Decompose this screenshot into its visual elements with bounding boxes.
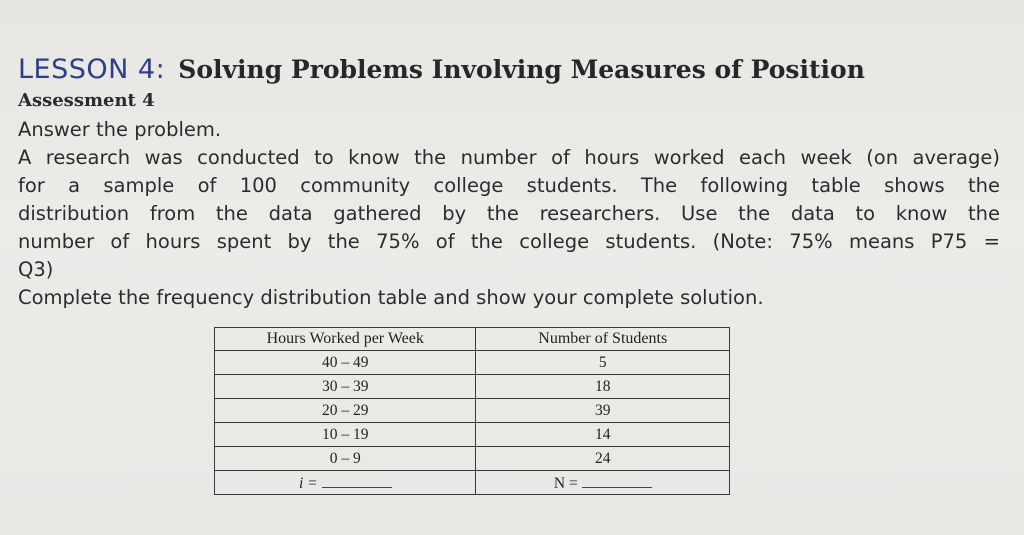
- problem-line-2: [18, 174, 1000, 197]
- header-students: Number of Students: [476, 328, 730, 351]
- cell-students: 5: [476, 351, 730, 375]
- header-hours: Hours Worked per Week: [215, 328, 476, 351]
- class-width-cell: [215, 471, 476, 495]
- cell-students: 24: [476, 447, 730, 471]
- total-blank: [582, 473, 652, 488]
- lesson-heading: [18, 54, 865, 85]
- cell-hours: 0 – 9: [215, 447, 476, 471]
- assessment-heading: Assessment 4: [18, 90, 155, 111]
- class-width-label: i =: [298, 474, 318, 492]
- cell-students: 14: [476, 423, 730, 447]
- table-row: [215, 399, 730, 423]
- problem-line-4: [18, 230, 1000, 253]
- cell-students: 39: [476, 399, 730, 423]
- table-row: [215, 351, 730, 375]
- cell-students: 18: [476, 375, 730, 399]
- cell-hours: 30 – 39: [215, 375, 476, 399]
- table-header-row: [215, 328, 730, 351]
- cell-hours: 10 – 19: [215, 423, 476, 447]
- frequency-table-container: [214, 327, 730, 495]
- cell-hours: 40 – 49: [215, 351, 476, 375]
- frequency-table: [214, 327, 730, 495]
- problem-line-4-text: number of hours spent by the 75% of the college students. (Note: 75% means P75 =: [18, 230, 1000, 253]
- table-row: [215, 447, 730, 471]
- problem-line-3: [18, 202, 1000, 225]
- problem-line-2-text: for a sample of 100 community college students. The following table shows the: [18, 174, 1000, 197]
- table-row: [215, 423, 730, 447]
- problem-line-1: [18, 146, 1000, 169]
- class-width-blank: [322, 473, 392, 488]
- table-footer-row: [215, 471, 730, 495]
- cell-hours: 20 – 29: [215, 399, 476, 423]
- total-cell: [476, 471, 730, 495]
- problem-line-3-text: distribution from the data gathered by the researchers. Use the data to know the: [18, 202, 1000, 225]
- lesson-label: LESSON 4:: [18, 54, 166, 85]
- lesson-title: Solving Problems Involving Measures of Position: [178, 55, 865, 84]
- instruction-text: Answer the problem.: [18, 118, 222, 141]
- total-label: N =: [553, 474, 578, 492]
- problem-line-5: Q3): [18, 258, 54, 281]
- table-row: [215, 375, 730, 399]
- problem-line-1-text: A research was conducted to know the number of hours worked each week (on average): [18, 146, 1000, 169]
- completion-instruction: Complete the frequency distribution table and show your complete solution.: [18, 286, 764, 309]
